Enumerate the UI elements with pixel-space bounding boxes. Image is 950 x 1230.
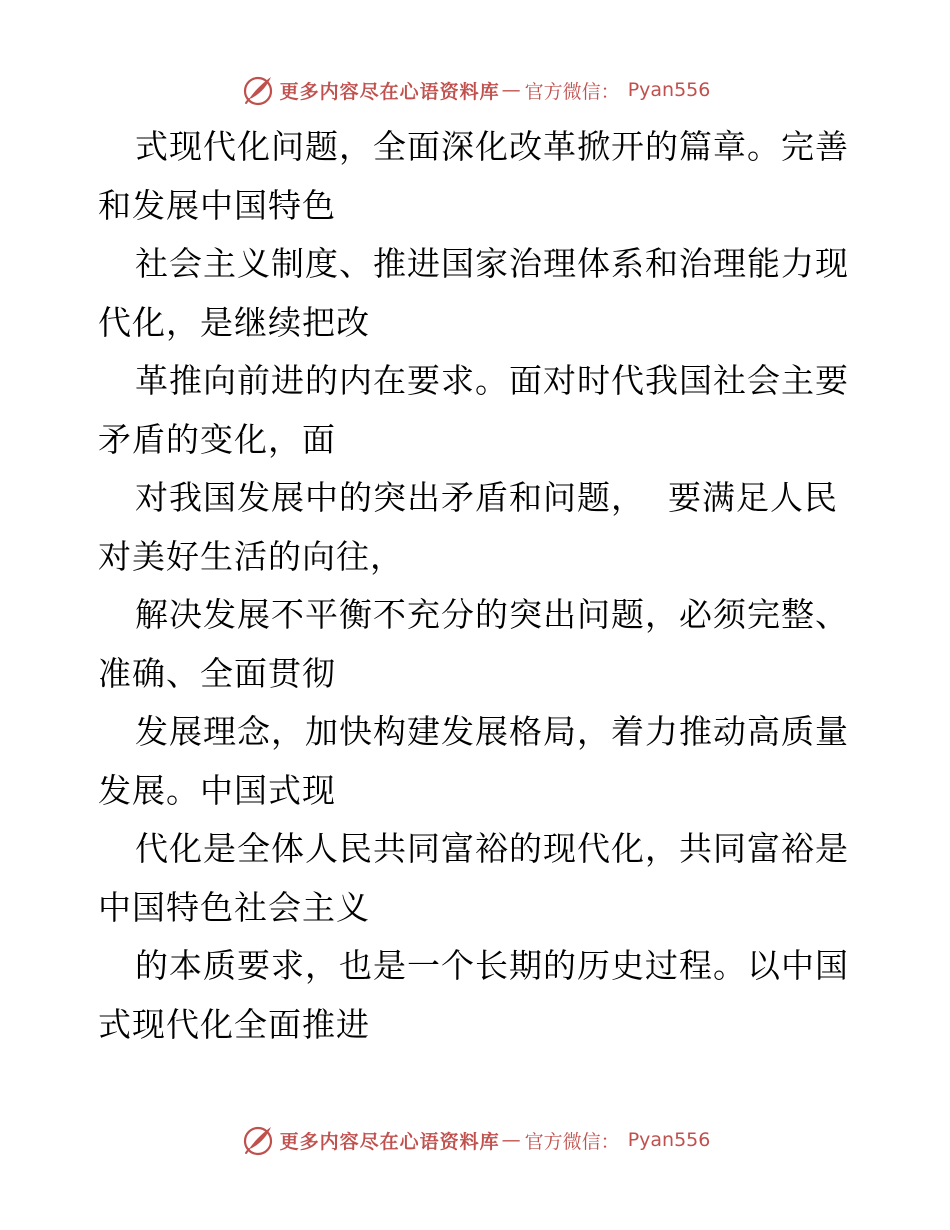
- footer-banner: [0, 1120, 950, 1160]
- banner-dash: —: [501, 79, 521, 101]
- paragraph-line: 式现代化问题，全面深化改革掀开的篇章。完善: [135, 127, 849, 166]
- paragraph-line: 发展理念，加快构建发展格局，着力推动高质量: [135, 712, 849, 751]
- banner-wechat-label: 官方微信：: [524, 80, 620, 103]
- header-banner: [0, 70, 950, 110]
- quill-pen-icon: [240, 72, 276, 108]
- document-body: [98, 118, 858, 1054]
- paragraph-line: 对美好生活的向往，: [98, 536, 404, 576]
- paragraph-line: 社会主义制度、推进国家治理体系和治理能力现: [135, 244, 849, 283]
- paragraph-line: 式现代化全面推进: [98, 1004, 370, 1044]
- paragraph-line: 解决发展不平衡不充分的突出问题，必须完整、: [135, 595, 849, 634]
- paragraph-line: 矛盾的变化，面: [98, 419, 336, 459]
- banner-main-text: 更多内容尽在心语资料库: [279, 1130, 500, 1153]
- banner-wechat-id: Pyan556: [627, 79, 711, 101]
- paragraph-line: 对我国发展中的突出矛盾和问题， 要满足人民: [135, 478, 838, 517]
- quill-pen-icon: [240, 1122, 276, 1158]
- banner-wechat-id: Pyan556: [627, 1129, 711, 1151]
- paragraph-line: 中国特色社会主义: [98, 887, 370, 927]
- paragraph-line: 的本质要求，也是一个长期的历史过程。以中国: [135, 946, 849, 985]
- paragraph-line: 代化是全体人民共同富裕的现代化，共同富裕是: [135, 829, 849, 868]
- banner-wechat-label: 官方微信：: [524, 1130, 620, 1153]
- paragraph-line: 代化，是继续把改: [98, 302, 370, 342]
- paragraph-line: 发展。中国式现: [98, 770, 336, 810]
- paragraph-line: 革推向前进的内在要求。面对时代我国社会主要: [135, 361, 849, 400]
- paragraph-line: 和发展中国特色: [98, 185, 336, 225]
- banner-main-text: 更多内容尽在心语资料库: [279, 80, 500, 103]
- paragraph-line: 准确、全面贯彻: [98, 653, 336, 693]
- banner-dash: —: [501, 1129, 521, 1151]
